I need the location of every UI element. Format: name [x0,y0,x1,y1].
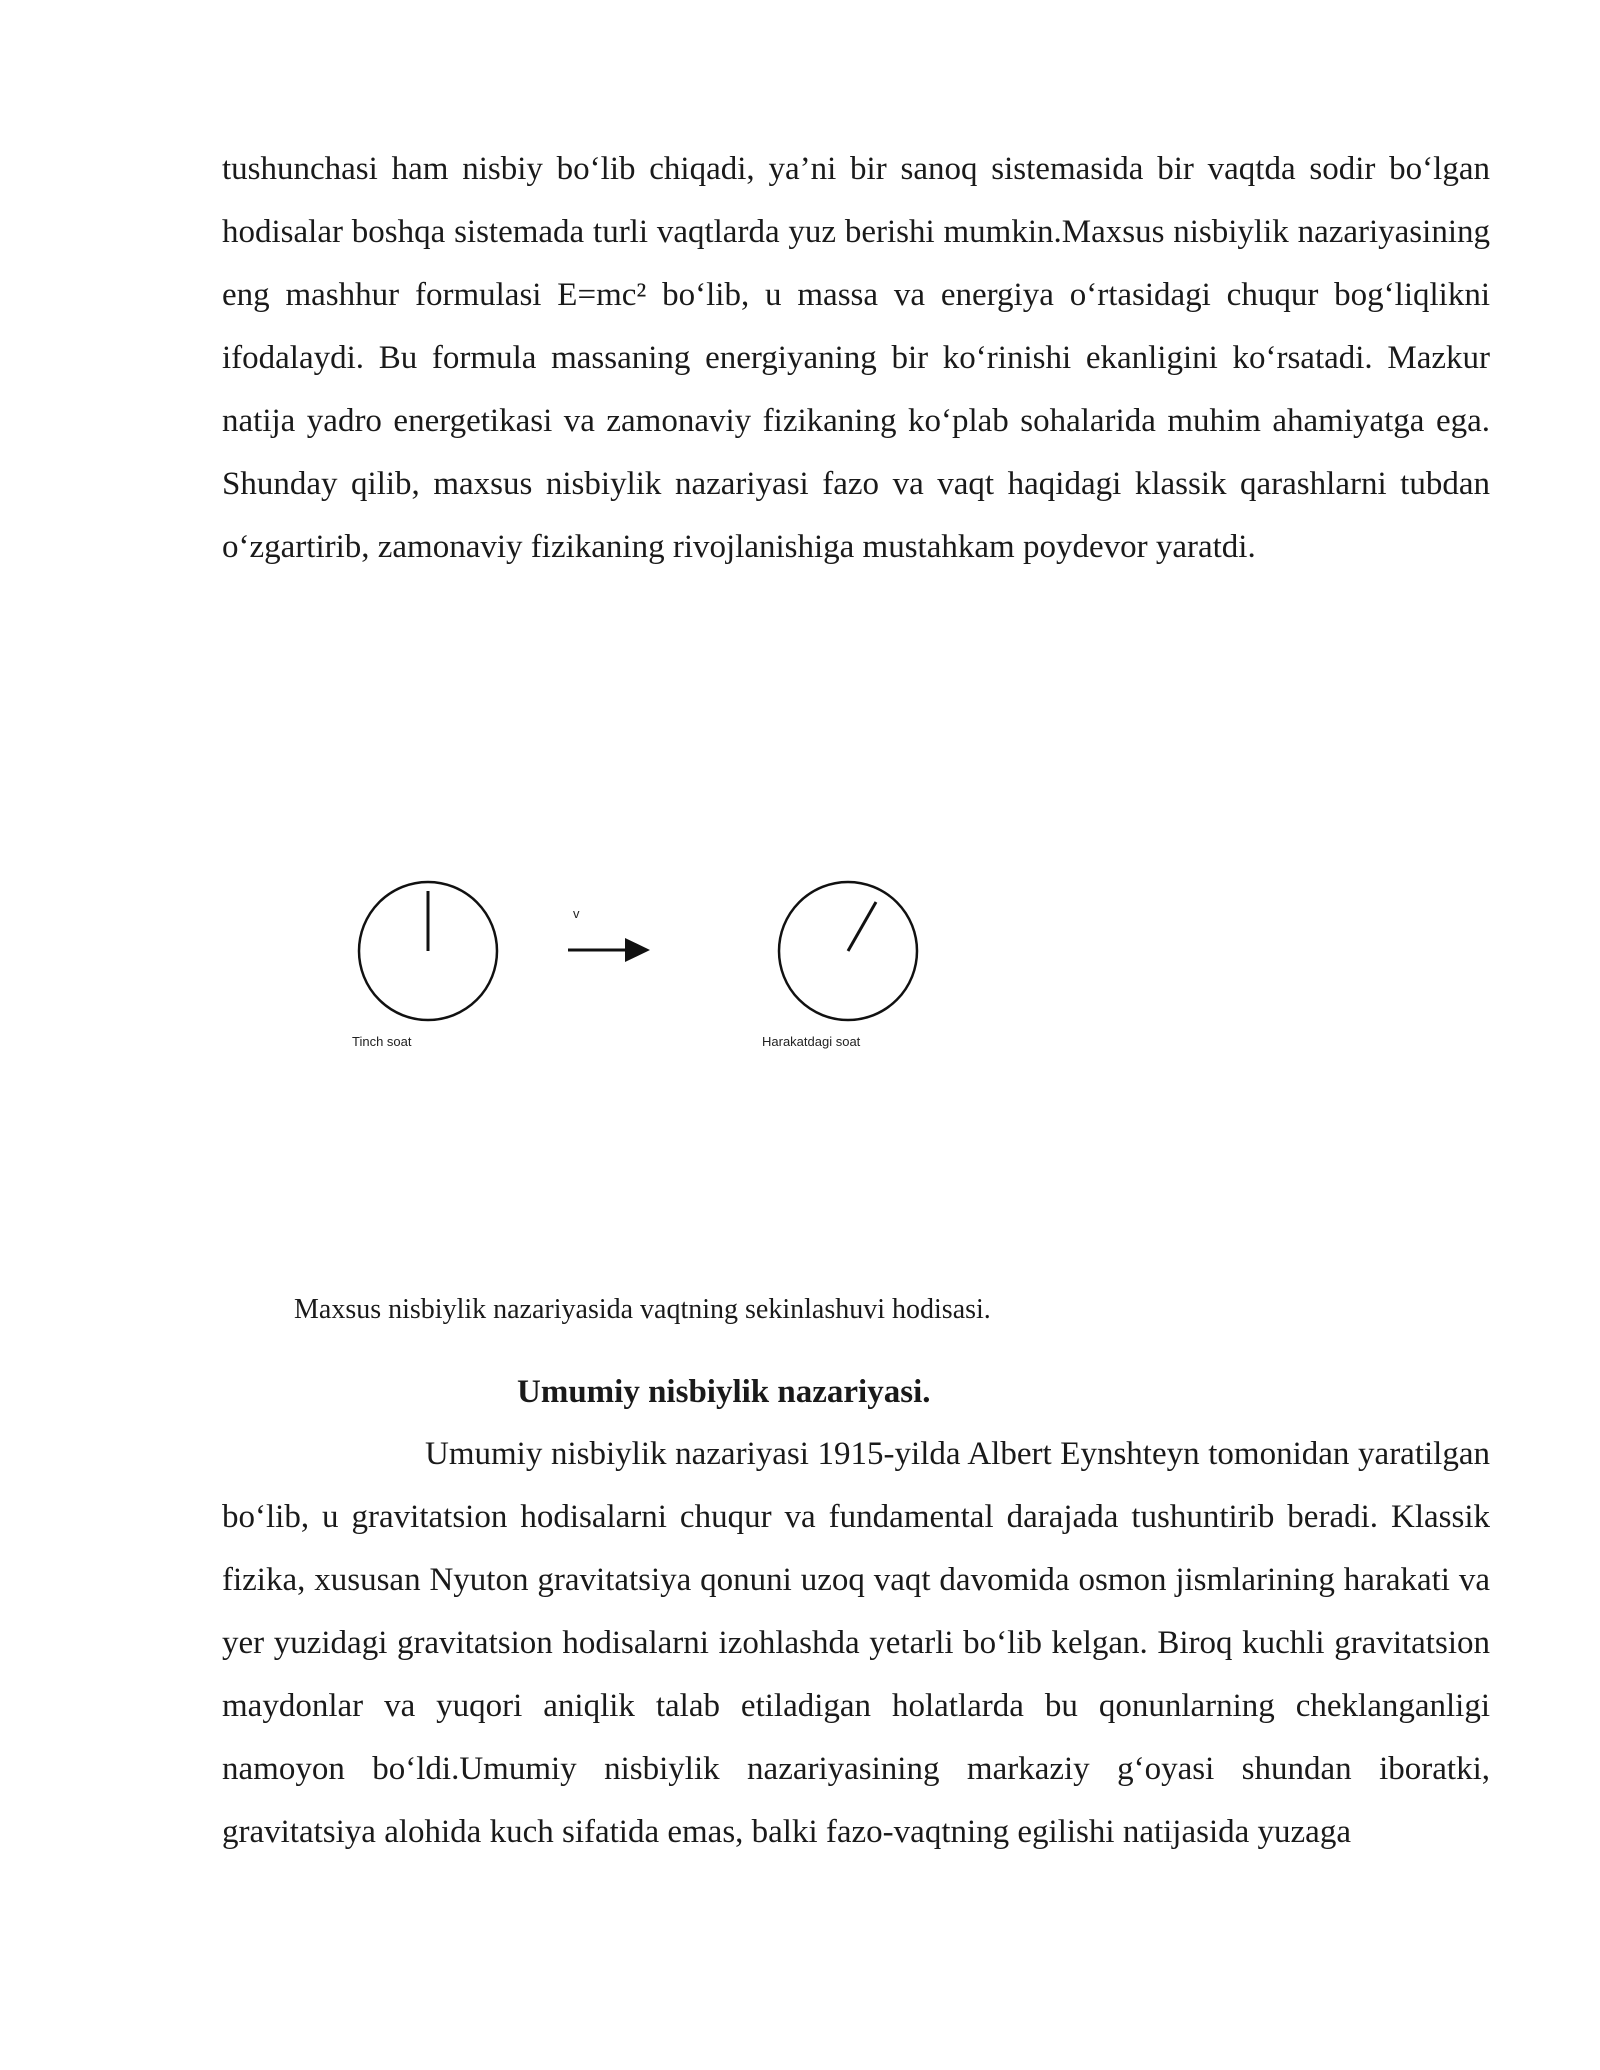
paragraph-general-relativity: Umumiy nisbiylik nazariyasi 1915-yilda Albert Eynshteyn tomonidan yaratilgan bo‘lib, u gravitatsion hodisalarni chuqur va fundamental darajada tushuntirib beradi. Klassik fizika, xususan Nyuton gravitatsiya qonuni uzoq vaqt davomida osmon jismlarining harakati va yer yuzidagi gravitatsion hodisalarni izohlashda yetarli bo‘lib kelgan. Biroq kuchli gravitatsion maydonlar va yuqori aniqlik talab etiladigan holatlarda bu qonunlarning cheklanganligi namoyon bo‘ldi.Umumiy nisbiylik nazariyasining markaziy g‘oyasi shundan iboratki, gravitatsiya alohida kuch sifatida emas, balki fazo-vaqtning egilishi natijasida yuzaga [222,1436,1490,1850]
time-dilation-figure [340,880,960,1080]
velocity-arrow-head [625,938,650,962]
moving-clock-label: Harakatdagi soat [762,1034,861,1049]
moving-clock-hand [848,902,876,951]
section-heading: Umumiy nisbiylik nazariyasi. [517,1374,931,1410]
paragraph-special-relativity: tushunchasi ham nisbiy bo‘lib chiqadi, ya’ni bir sanoq sistemasida bir vaqtda sodir bo‘lgan hodisalar boshqa sistemada turli vaqtlarda yuz berishi mumkin.Maxsus nisbiylik nazariyasining eng mashhur formulasi E=mc² bo‘lib, u massa va energiya o‘rtasidagi chuqur bog‘liqlikni ifodalaydi. Bu formula massaning energiyaning bir ko‘rinishi ekanligini ko‘rsatadi. Mazkur natija yadro energetikasi va zamonaviy fizikaning ko‘plab sohalarida muhim ahamiyatga ega. Shunday qilib, maxsus nisbiylik nazariyasi fazo va vaqt haqidagi klassik qarashlarni tubdan o‘zgartirib, zamonaviy fizikaning rivojlanishiga mustahkam poydevor yaratdi. [222,151,1490,565]
figure-caption: Maxsus nisbiylik nazariyasida vaqtning sekinlashuvi hodisasi. [294,1294,991,1325]
velocity-label: v [573,906,580,921]
rest-clock-label: Tinch soat [352,1034,412,1049]
time-dilation-diagram [340,880,960,1080]
